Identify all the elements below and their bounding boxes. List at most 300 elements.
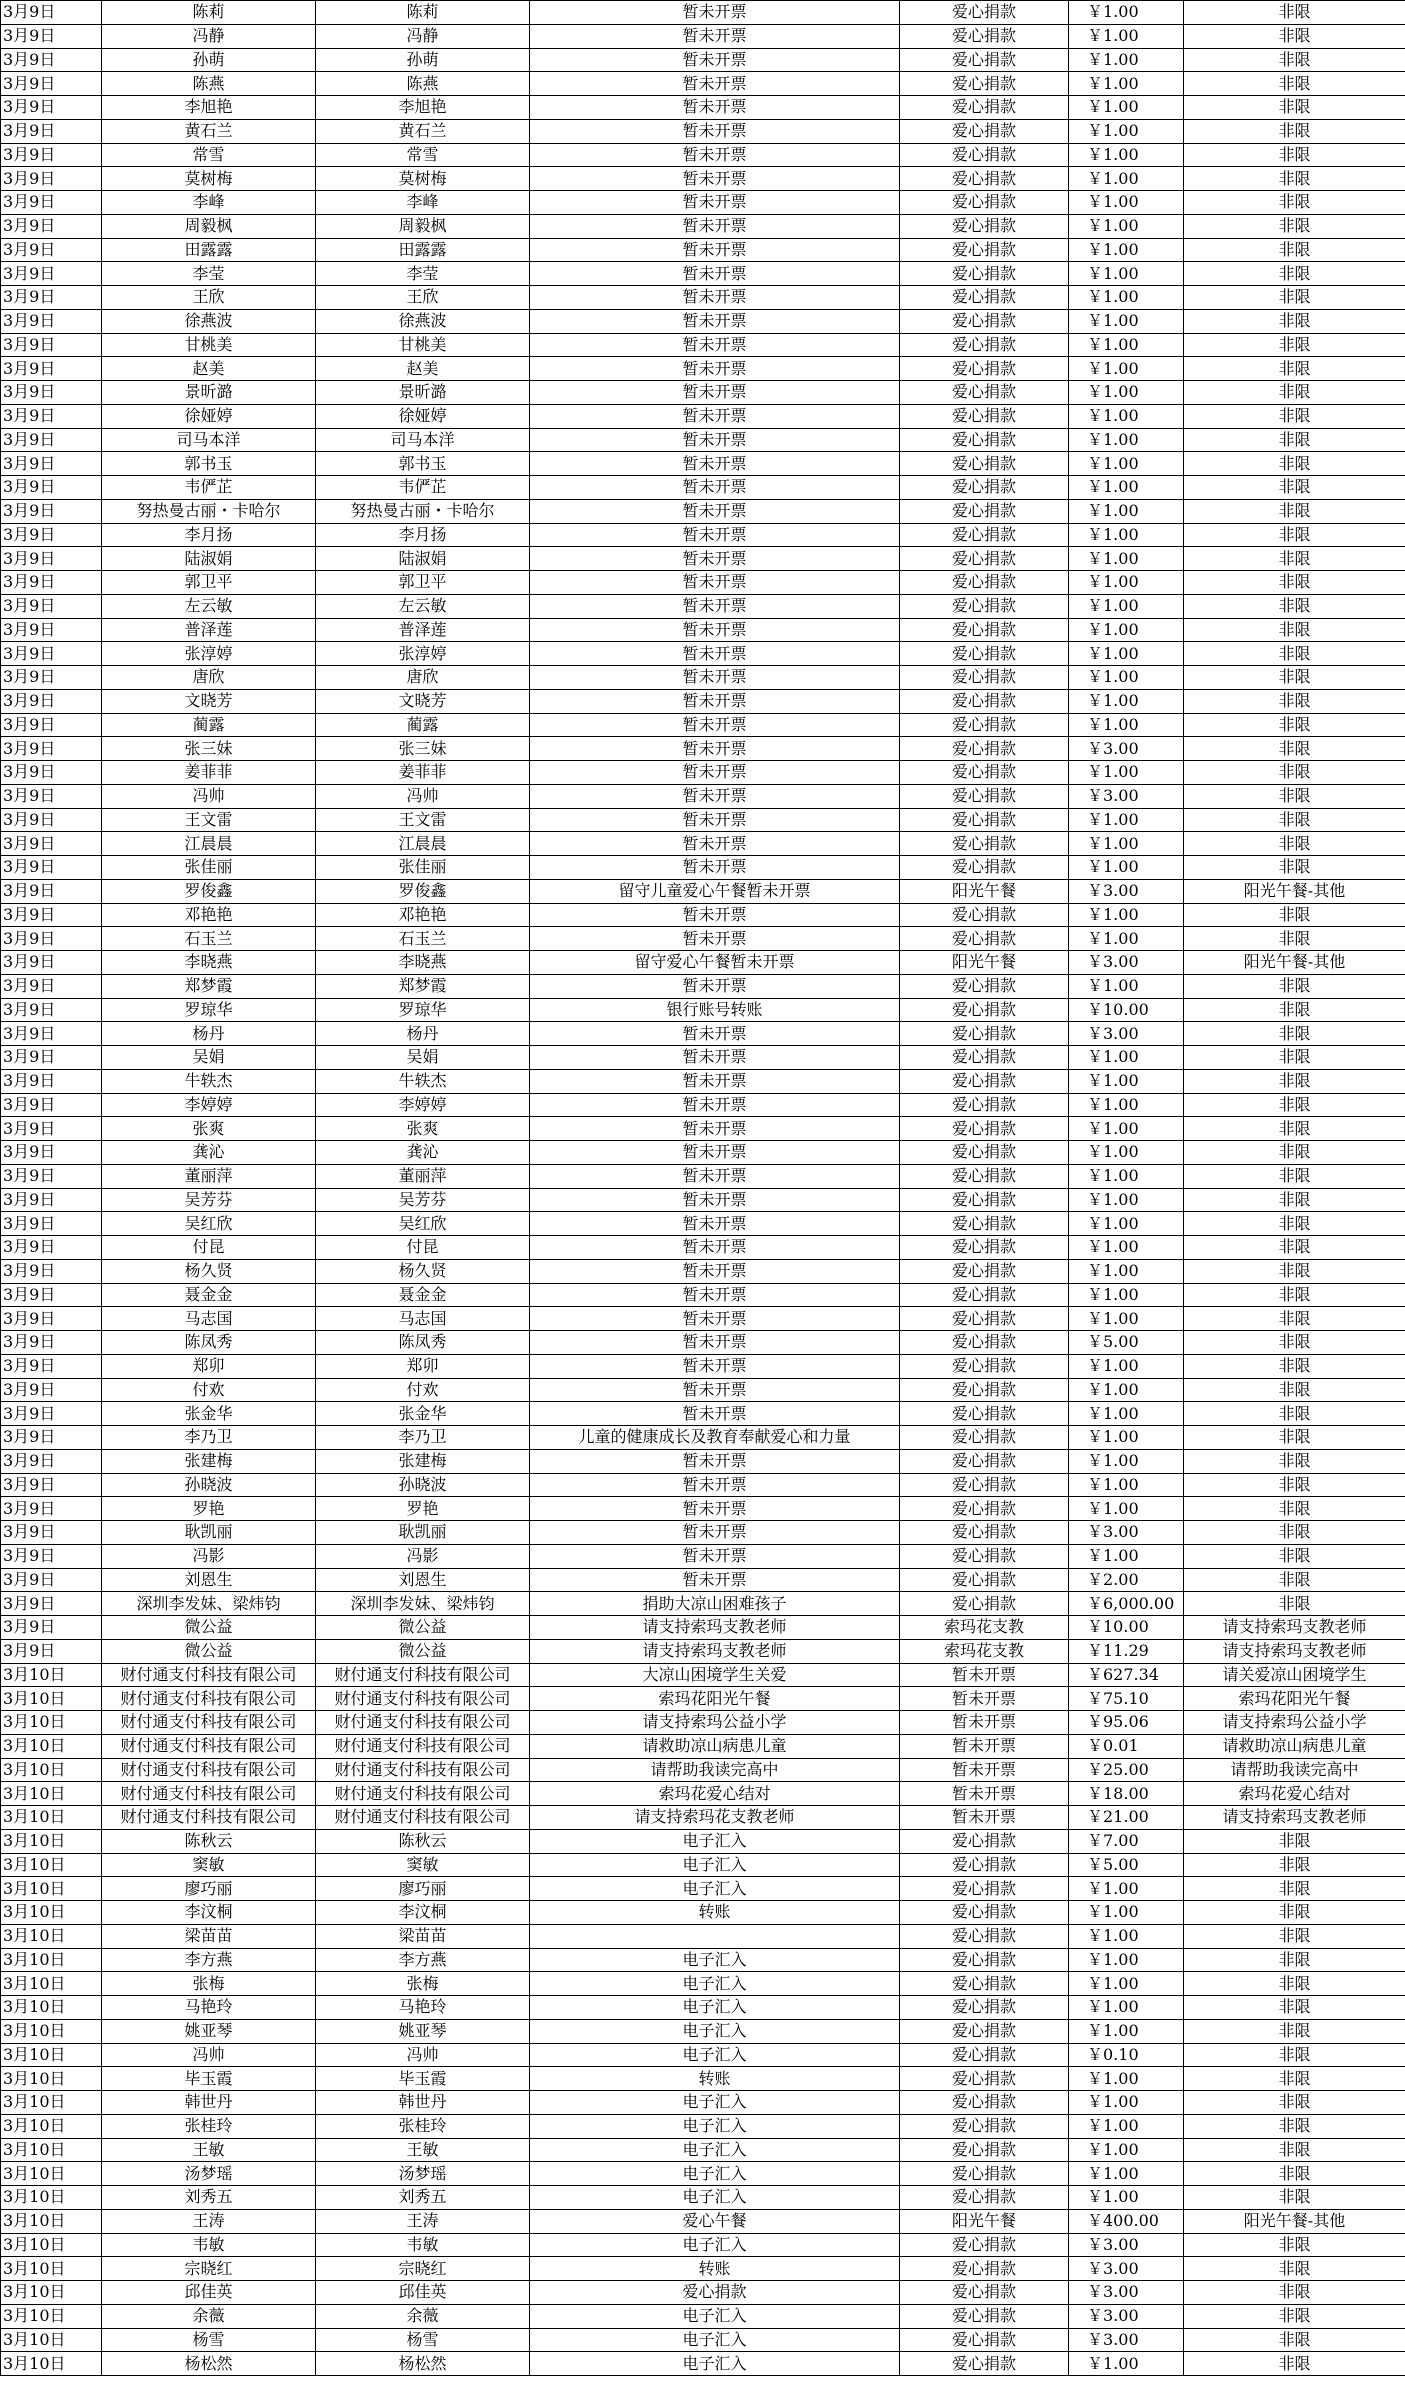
restriction-cell: 非限 <box>1184 1402 1405 1426</box>
donor-cell: 张爽 <box>102 1117 316 1141</box>
amount-cell: ￥1.00 <box>1069 1497 1184 1521</box>
donor-cell: 付欢 <box>102 1378 316 1402</box>
payer-cell: 徐娅婷 <box>316 404 530 428</box>
note-cell: 暂未开票 <box>530 547 900 571</box>
table-row <box>1 1188 1405 1212</box>
table-row <box>1 1259 1405 1283</box>
donor-cell: 唐欣 <box>102 666 316 690</box>
project-cell: 爱心捐款 <box>900 2019 1069 2043</box>
note-cell: 儿童的健康成长及教育奉献爱心和力量 <box>530 1426 900 1450</box>
table-row <box>1 167 1405 191</box>
donor-cell: 财付通支付科技有限公司 <box>102 1663 316 1687</box>
table-row <box>1 2186 1405 2210</box>
amount-cell: ￥3.00 <box>1069 784 1184 808</box>
payer-cell: 张桂玲 <box>316 2114 530 2138</box>
project-cell: 阳光午餐 <box>900 951 1069 975</box>
date-cell: 3月10日 <box>1 1758 102 1782</box>
date-cell: 3月10日 <box>1 1948 102 1972</box>
project-cell: 暂未开票 <box>900 1734 1069 1758</box>
donor-cell: 石玉兰 <box>102 927 316 951</box>
restriction-cell: 请救助凉山病患儿童 <box>1184 1734 1405 1758</box>
amount-cell: ￥95.06 <box>1069 1711 1184 1735</box>
table-row <box>1 1378 1405 1402</box>
table-row <box>1 309 1405 333</box>
payer-cell: 董丽萍 <box>316 1164 530 1188</box>
amount-cell: ￥1.00 <box>1069 523 1184 547</box>
amount-cell: ￥1.00 <box>1069 666 1184 690</box>
table-row <box>1 1117 1405 1141</box>
table-row <box>1 1449 1405 1473</box>
note-cell: 暂未开票 <box>530 1069 900 1093</box>
amount-cell: ￥3.00 <box>1069 2257 1184 2281</box>
donor-cell: 徐娅婷 <box>102 404 316 428</box>
note-cell: 暂未开票 <box>530 1259 900 1283</box>
restriction-cell: 非限 <box>1184 1259 1405 1283</box>
date-cell: 3月10日 <box>1 2281 102 2305</box>
date-cell: 3月9日 <box>1 856 102 880</box>
table-row <box>1 2281 1405 2305</box>
donor-cell: 马艳玲 <box>102 1996 316 2020</box>
donor-cell: 姚亚琴 <box>102 2019 316 2043</box>
donor-cell: 常雪 <box>102 143 316 167</box>
payer-cell: 冯静 <box>316 24 530 48</box>
project-cell: 爱心捐款 <box>900 571 1069 595</box>
payer-cell: 汤梦瑶 <box>316 2162 530 2186</box>
donor-cell: 李乃卫 <box>102 1426 316 1450</box>
donor-cell: 吴芳芬 <box>102 1188 316 1212</box>
date-cell: 3月9日 <box>1 1212 102 1236</box>
payer-cell: 张三妹 <box>316 737 530 761</box>
project-cell: 爱心捐款 <box>900 1331 1069 1355</box>
payer-cell: 赵美 <box>316 357 530 381</box>
amount-cell: ￥1.00 <box>1069 499 1184 523</box>
donor-cell: 杨丹 <box>102 1022 316 1046</box>
project-cell: 爱心捐款 <box>900 404 1069 428</box>
table-row <box>1 1022 1405 1046</box>
note-cell: 暂未开票 <box>530 48 900 72</box>
date-cell: 3月10日 <box>1 2138 102 2162</box>
project-cell: 暂未开票 <box>900 1663 1069 1687</box>
payer-cell: 蔺露 <box>316 713 530 737</box>
restriction-cell: 请帮助我读完高中 <box>1184 1758 1405 1782</box>
payer-cell: 韩世丹 <box>316 2091 530 2115</box>
amount-cell: ￥18.00 <box>1069 1782 1184 1806</box>
note-cell: 暂未开票 <box>530 666 900 690</box>
note-cell: 请支持索玛支教老师 <box>530 1639 900 1663</box>
date-cell: 3月9日 <box>1 24 102 48</box>
note-cell: 转账 <box>530 2067 900 2091</box>
donor-cell: 文晓芳 <box>102 689 316 713</box>
note-cell: 暂未开票 <box>530 523 900 547</box>
date-cell: 3月9日 <box>1 452 102 476</box>
payer-cell: 微公益 <box>316 1616 530 1640</box>
payer-cell: 邓艳艳 <box>316 903 530 927</box>
restriction-cell: 非限 <box>1184 428 1405 452</box>
note-cell: 请支持索玛花支教老师 <box>530 1806 900 1830</box>
date-cell: 3月10日 <box>1 2043 102 2067</box>
donor-cell: 普泽莲 <box>102 618 316 642</box>
restriction-cell: 非限 <box>1184 286 1405 310</box>
note-cell: 暂未开票 <box>530 96 900 120</box>
donor-cell: 宗晓红 <box>102 2257 316 2281</box>
amount-cell: ￥1.00 <box>1069 903 1184 927</box>
payer-cell: 郑梦霞 <box>316 974 530 998</box>
payer-cell: 杨雪 <box>316 2328 530 2352</box>
table-row <box>1 1307 1405 1331</box>
restriction-cell: 非限 <box>1184 761 1405 785</box>
restriction-cell: 非限 <box>1184 167 1405 191</box>
note-cell: 索玛花爱心结对 <box>530 1782 900 1806</box>
table-row <box>1 1901 1405 1925</box>
restriction-cell: 非限 <box>1184 2304 1405 2328</box>
project-cell: 爱心捐款 <box>900 2257 1069 2281</box>
table-row <box>1 1829 1405 1853</box>
project-cell: 爱心捐款 <box>900 1307 1069 1331</box>
payer-cell: 陆淑娟 <box>316 547 530 571</box>
amount-cell: ￥1.00 <box>1069 1283 1184 1307</box>
amount-cell: ￥0.10 <box>1069 2043 1184 2067</box>
amount-cell: ￥1.00 <box>1069 48 1184 72</box>
project-cell: 暂未开票 <box>900 1687 1069 1711</box>
amount-cell: ￥1.00 <box>1069 2091 1184 2115</box>
payer-cell: 王敏 <box>316 2138 530 2162</box>
table-row <box>1 96 1405 120</box>
note-cell: 暂未开票 <box>530 381 900 405</box>
payer-cell: 邱佳英 <box>316 2281 530 2305</box>
date-cell: 3月9日 <box>1 1188 102 1212</box>
note-cell: 暂未开票 <box>530 143 900 167</box>
restriction-cell: 非限 <box>1184 96 1405 120</box>
donor-cell: 田露露 <box>102 238 316 262</box>
restriction-cell: 阳光午餐-其他 <box>1184 951 1405 975</box>
table-row <box>1 1497 1405 1521</box>
date-cell: 3月9日 <box>1 523 102 547</box>
amount-cell: ￥3.00 <box>1069 2328 1184 2352</box>
amount-cell: ￥25.00 <box>1069 1758 1184 1782</box>
note-cell: 爱心捐款 <box>530 2281 900 2305</box>
payer-cell: 聂金金 <box>316 1283 530 1307</box>
date-cell: 3月9日 <box>1 1307 102 1331</box>
table-row <box>1 2304 1405 2328</box>
date-cell: 3月9日 <box>1 689 102 713</box>
note-cell: 暂未开票 <box>530 357 900 381</box>
date-cell: 3月10日 <box>1 2352 102 2376</box>
table-row <box>1 1141 1405 1165</box>
restriction-cell: 非限 <box>1184 2114 1405 2138</box>
table-row <box>1 1687 1405 1711</box>
project-cell: 爱心捐款 <box>900 2091 1069 2115</box>
date-cell: 3月10日 <box>1 1663 102 1687</box>
amount-cell: ￥1.00 <box>1069 808 1184 832</box>
amount-cell: ￥1.00 <box>1069 761 1184 785</box>
restriction-cell: 非限 <box>1184 404 1405 428</box>
payer-cell: 李莹 <box>316 262 530 286</box>
date-cell: 3月9日 <box>1 618 102 642</box>
amount-cell: ￥10.00 <box>1069 998 1184 1022</box>
project-cell: 爱心捐款 <box>900 2043 1069 2067</box>
amount-cell: ￥1.00 <box>1069 1402 1184 1426</box>
restriction-cell: 非限 <box>1184 309 1405 333</box>
note-cell: 暂未开票 <box>530 333 900 357</box>
date-cell: 3月9日 <box>1 476 102 500</box>
note-cell: 银行账号转账 <box>530 998 900 1022</box>
date-cell: 3月9日 <box>1 1639 102 1663</box>
restriction-cell: 非限 <box>1184 333 1405 357</box>
restriction-cell: 非限 <box>1184 2091 1405 2115</box>
note-cell: 暂未开票 <box>530 737 900 761</box>
amount-cell: ￥1.00 <box>1069 1164 1184 1188</box>
date-cell: 3月9日 <box>1 1164 102 1188</box>
project-cell: 爱心捐款 <box>900 1188 1069 1212</box>
project-cell: 爱心捐款 <box>900 1521 1069 1545</box>
project-cell: 爱心捐款 <box>900 1996 1069 2020</box>
donor-cell: 陈秋云 <box>102 1829 316 1853</box>
restriction-cell: 非限 <box>1184 1283 1405 1307</box>
note-cell: 暂未开票 <box>530 1 900 25</box>
amount-cell: ￥1.00 <box>1069 381 1184 405</box>
project-cell: 爱心捐款 <box>900 2138 1069 2162</box>
restriction-cell: 非限 <box>1184 499 1405 523</box>
payer-cell: 宗晓红 <box>316 2257 530 2281</box>
project-cell: 阳光午餐 <box>900 879 1069 903</box>
project-cell: 索玛花支教 <box>900 1639 1069 1663</box>
project-cell: 爱心捐款 <box>900 547 1069 571</box>
table-row <box>1 927 1405 951</box>
table-row <box>1 713 1405 737</box>
date-cell: 3月10日 <box>1 1782 102 1806</box>
table-row <box>1 1972 1405 1996</box>
note-cell: 暂未开票 <box>530 1283 900 1307</box>
donor-cell: 刘秀五 <box>102 2186 316 2210</box>
payer-cell: 孙萌 <box>316 48 530 72</box>
amount-cell: ￥1.00 <box>1069 167 1184 191</box>
date-cell: 3月9日 <box>1 1354 102 1378</box>
project-cell: 爱心捐款 <box>900 1853 1069 1877</box>
amount-cell: ￥1.00 <box>1069 1093 1184 1117</box>
table-row <box>1 523 1405 547</box>
note-cell: 电子汇入 <box>530 1877 900 1901</box>
donor-cell: 张桂玲 <box>102 2114 316 2138</box>
amount-cell: ￥1.00 <box>1069 452 1184 476</box>
donor-cell: 吴娟 <box>102 1046 316 1070</box>
project-cell: 爱心捐款 <box>900 1046 1069 1070</box>
project-cell: 爱心捐款 <box>900 856 1069 880</box>
amount-cell: ￥1.00 <box>1069 1236 1184 1260</box>
amount-cell: ￥11.29 <box>1069 1639 1184 1663</box>
donor-cell: 牛轶杰 <box>102 1069 316 1093</box>
restriction-cell: 非限 <box>1184 262 1405 286</box>
table-row <box>1 2067 1405 2091</box>
amount-cell: ￥1.00 <box>1069 191 1184 215</box>
donor-cell: 窦敏 <box>102 1853 316 1877</box>
project-cell: 爱心捐款 <box>900 2233 1069 2257</box>
table-row <box>1 1996 1405 2020</box>
restriction-cell: 非限 <box>1184 784 1405 808</box>
donor-cell: 深圳李发妹、梁炜钧 <box>102 1592 316 1616</box>
date-cell: 3月9日 <box>1 1259 102 1283</box>
project-cell: 爱心捐款 <box>900 2067 1069 2091</box>
date-cell: 3月10日 <box>1 1924 102 1948</box>
note-cell: 暂未开票 <box>530 1449 900 1473</box>
amount-cell: ￥1.00 <box>1069 1259 1184 1283</box>
date-cell: 3月10日 <box>1 2091 102 2115</box>
payer-cell: 张爽 <box>316 1117 530 1141</box>
table-row <box>1 1069 1405 1093</box>
restriction-cell: 阳光午餐-其他 <box>1184 2209 1405 2233</box>
donor-cell: 财付通支付科技有限公司 <box>102 1806 316 1830</box>
donor-cell: 耿凯丽 <box>102 1521 316 1545</box>
donor-cell: 郑卯 <box>102 1354 316 1378</box>
amount-cell: ￥3.00 <box>1069 2304 1184 2328</box>
table-row <box>1 2257 1405 2281</box>
amount-cell: ￥1.00 <box>1069 1449 1184 1473</box>
donor-cell: 财付通支付科技有限公司 <box>102 1782 316 1806</box>
restriction-cell: 请关爱凉山困境学生 <box>1184 1663 1405 1687</box>
donor-cell: 左云敏 <box>102 594 316 618</box>
project-cell: 爱心捐款 <box>900 927 1069 951</box>
project-cell: 爱心捐款 <box>900 1093 1069 1117</box>
payer-cell: 刘恩生 <box>316 1568 530 1592</box>
restriction-cell: 非限 <box>1184 1046 1405 1070</box>
donor-cell: 王欣 <box>102 286 316 310</box>
donor-cell: 冯帅 <box>102 784 316 808</box>
restriction-cell: 非限 <box>1184 737 1405 761</box>
table-row <box>1 1402 1405 1426</box>
date-cell: 3月10日 <box>1 2162 102 2186</box>
date-cell: 3月10日 <box>1 2067 102 2091</box>
date-cell: 3月9日 <box>1 333 102 357</box>
amount-cell: ￥1.00 <box>1069 2352 1184 2376</box>
amount-cell: ￥1.00 <box>1069 1948 1184 1972</box>
payer-cell: 张建梅 <box>316 1449 530 1473</box>
donor-cell: 孙萌 <box>102 48 316 72</box>
note-cell: 爱心午餐 <box>530 2209 900 2233</box>
project-cell: 爱心捐款 <box>900 1 1069 25</box>
payer-cell: 耿凯丽 <box>316 1521 530 1545</box>
date-cell: 3月10日 <box>1 2114 102 2138</box>
table-row <box>1 808 1405 832</box>
table-row <box>1 1046 1405 1070</box>
note-cell: 暂未开票 <box>530 309 900 333</box>
note-cell: 暂未开票 <box>530 974 900 998</box>
donor-cell: 邱佳英 <box>102 2281 316 2305</box>
note-cell: 暂未开票 <box>530 1093 900 1117</box>
table-row <box>1 1663 1405 1687</box>
note-cell: 留守儿童爱心午餐暂未开票 <box>530 879 900 903</box>
project-cell: 爱心捐款 <box>900 618 1069 642</box>
date-cell: 3月9日 <box>1 1473 102 1497</box>
restriction-cell: 非限 <box>1184 238 1405 262</box>
payer-cell: 张金华 <box>316 1402 530 1426</box>
amount-cell: ￥400.00 <box>1069 2209 1184 2233</box>
project-cell: 爱心捐款 <box>900 452 1069 476</box>
table-row <box>1 428 1405 452</box>
amount-cell: ￥1.00 <box>1069 547 1184 571</box>
project-cell: 爱心捐款 <box>900 381 1069 405</box>
note-cell: 暂未开票 <box>530 238 900 262</box>
date-cell: 3月10日 <box>1 2257 102 2281</box>
payer-cell: 陈燕 <box>316 72 530 96</box>
payer-cell: 毕玉霞 <box>316 2067 530 2091</box>
payer-cell: 李婷婷 <box>316 1093 530 1117</box>
restriction-cell: 非限 <box>1184 1901 1405 1925</box>
note-cell: 电子汇入 <box>530 2019 900 2043</box>
project-cell: 爱心捐款 <box>900 286 1069 310</box>
project-cell: 爱心捐款 <box>900 594 1069 618</box>
note-cell: 暂未开票 <box>530 1164 900 1188</box>
restriction-cell: 非限 <box>1184 571 1405 595</box>
project-cell: 爱心捐款 <box>900 1568 1069 1592</box>
date-cell: 3月9日 <box>1 713 102 737</box>
table-row <box>1 1544 1405 1568</box>
table-row <box>1 903 1405 927</box>
table-row <box>1 547 1405 571</box>
note-cell: 暂未开票 <box>530 1212 900 1236</box>
payer-cell: 冯帅 <box>316 2043 530 2067</box>
restriction-cell: 非限 <box>1184 214 1405 238</box>
payer-cell: 梁苗苗 <box>316 1924 530 1948</box>
date-cell: 3月9日 <box>1 167 102 191</box>
note-cell: 电子汇入 <box>530 1948 900 1972</box>
payer-cell: 司马本洋 <box>316 428 530 452</box>
restriction-cell: 非限 <box>1184 1354 1405 1378</box>
note-cell: 暂未开票 <box>530 689 900 713</box>
project-cell: 爱心捐款 <box>900 903 1069 927</box>
project-cell: 爱心捐款 <box>900 238 1069 262</box>
payer-cell: 罗琼华 <box>316 998 530 1022</box>
payer-cell: 王文雷 <box>316 808 530 832</box>
date-cell: 3月9日 <box>1 1378 102 1402</box>
table-row <box>1 2162 1405 2186</box>
date-cell: 3月10日 <box>1 1734 102 1758</box>
note-cell: 暂未开票 <box>530 1236 900 1260</box>
donor-cell: 梁苗苗 <box>102 1924 316 1948</box>
project-cell: 爱心捐款 <box>900 24 1069 48</box>
donor-cell: 黄石兰 <box>102 119 316 143</box>
date-cell: 3月10日 <box>1 2233 102 2257</box>
restriction-cell: 非限 <box>1184 2162 1405 2186</box>
date-cell: 3月10日 <box>1 1711 102 1735</box>
date-cell: 3月9日 <box>1 1521 102 1545</box>
donor-cell: 韦敏 <box>102 2233 316 2257</box>
amount-cell: ￥1.00 <box>1069 2162 1184 2186</box>
donor-cell: 甘桃美 <box>102 333 316 357</box>
table-row <box>1 2352 1405 2376</box>
donor-cell: 张三妹 <box>102 737 316 761</box>
note-cell: 暂未开票 <box>530 167 900 191</box>
amount-cell: ￥1.00 <box>1069 1307 1184 1331</box>
note-cell: 暂未开票 <box>530 1544 900 1568</box>
table-row <box>1 1592 1405 1616</box>
amount-cell: ￥1.00 <box>1069 262 1184 286</box>
note-cell: 电子汇入 <box>530 2043 900 2067</box>
restriction-cell: 非限 <box>1184 998 1405 1022</box>
table-row <box>1 642 1405 666</box>
restriction-cell: 非限 <box>1184 1497 1405 1521</box>
project-cell: 爱心捐款 <box>900 1283 1069 1307</box>
project-cell: 爱心捐款 <box>900 737 1069 761</box>
note-cell: 暂未开票 <box>530 286 900 310</box>
donor-cell: 张金华 <box>102 1402 316 1426</box>
date-cell: 3月9日 <box>1 72 102 96</box>
payer-cell: 常雪 <box>316 143 530 167</box>
table-row <box>1 1164 1405 1188</box>
note-cell: 暂未开票 <box>530 594 900 618</box>
payer-cell: 景昕潞 <box>316 381 530 405</box>
payer-cell: 马志国 <box>316 1307 530 1331</box>
table-row <box>1 404 1405 428</box>
donor-cell: 张淳婷 <box>102 642 316 666</box>
